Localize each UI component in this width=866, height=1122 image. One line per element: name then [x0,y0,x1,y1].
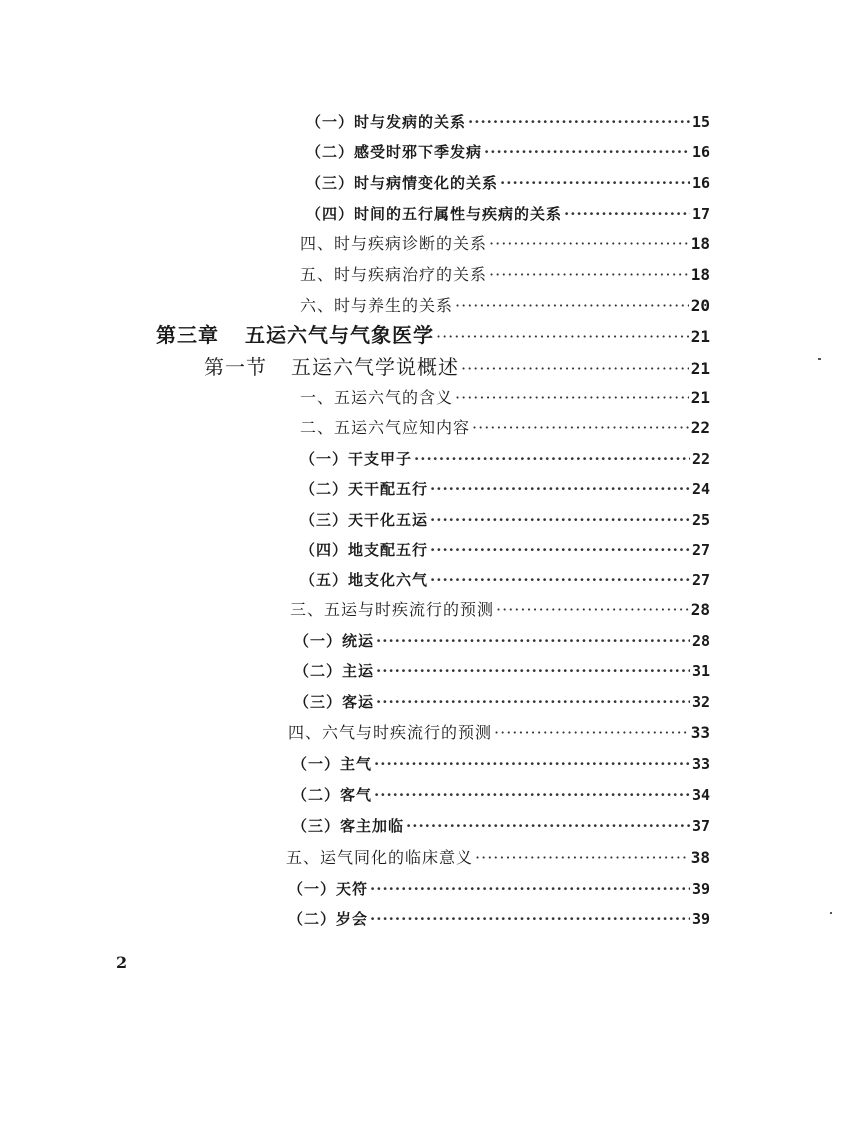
toc-page-number: 16 [691,143,710,161]
toc-entry [300,537,710,563]
toc-entry [300,293,710,319]
toc-entry-label: （四）时间的五行属性与疾病的关系 [306,205,563,223]
toc-leader-dots [436,324,689,350]
toc-entry [292,751,710,777]
toc-page-number: 18 [690,265,710,284]
toc-entry [288,720,710,746]
toc-entry-label: （一）主气 [292,755,373,773]
toc-entry-label: （一）时与发病的关系 [306,113,467,131]
chapter-title: 五运六气与气象医学 [245,323,434,347]
toc-page-number: 33 [691,755,710,773]
toc-entry [288,906,710,932]
toc-entry [300,262,710,288]
toc-page-number: 37 [691,817,710,835]
toc-entry [290,597,710,623]
toc-entry [300,231,710,257]
toc-leader-dots [461,356,689,382]
toc-entry-label: （二）客气 [292,786,373,804]
toc-entry-label: （三）天干化五运 [300,511,429,529]
scan-speck [818,358,821,360]
toc-entry-label: （三）客运 [294,693,375,711]
toc-leader-dots [406,813,690,839]
toc-page-number: 32 [691,693,710,711]
toc-leader-dots [376,628,690,654]
toc-page-number: 24 [691,480,710,498]
toc-page-number: 34 [691,786,710,804]
toc-entry-label: （二）感受时邪下季发病 [306,143,483,161]
toc-entry-label: 五、时与疾病治疗的关系 [300,265,488,284]
toc-entry-label: （三）时与病情变化的关系 [306,174,499,192]
toc-leader-dots [376,658,690,684]
toc-entry [288,876,710,902]
toc-entry-label: 四、六气与时疾流行的预测 [288,723,493,742]
toc-page-number: 39 [691,910,710,928]
toc-page-number: 39 [691,880,710,898]
toc-entry [300,385,710,411]
toc-entry-label: 四、时与疾病诊断的关系 [300,234,488,253]
toc-chapter-heading [156,322,710,348]
toc-entry-label: 五、运气同化的临床意义 [286,848,474,867]
toc-leader-dots [430,507,690,533]
toc-leader-dots [374,751,690,777]
toc-entry [300,446,710,472]
toc-page-number: 18 [690,234,710,253]
toc-entry [306,139,710,165]
toc-entry-label: （二）天干配五行 [300,480,429,498]
toc-page-number: 38 [690,848,710,867]
toc-page-number: 20 [690,296,710,315]
toc-page-number: 16 [691,174,710,192]
toc-entry-label: （二）岁会 [288,910,369,928]
toc-page-number: 21 [690,388,710,407]
toc-leader-dots [484,139,690,165]
toc-page-number: 28 [691,632,710,650]
toc-leader-dots [370,906,690,932]
toc-entry-label: （四）地支配五行 [300,541,429,559]
toc-entry [294,689,710,715]
toc-entry [300,507,710,533]
toc-entry [300,567,710,593]
toc-entry-label: 六、时与养生的关系 [300,296,454,315]
toc-entry [306,109,710,135]
toc-leader-dots [496,597,689,623]
toc-entry [292,782,710,808]
scan-speck [830,912,832,914]
toc-leader-dots [564,201,690,227]
toc-page-number: 28 [690,600,710,619]
toc-page-number: 27 [691,571,710,589]
toc-page-number: 25 [691,511,710,529]
page-number: 2 [116,953,128,972]
toc-page-number: 21 [690,327,710,346]
toc-entry-label: 三、五运与时疾流行的预测 [290,600,495,619]
toc-leader-dots [374,782,690,808]
toc-entry-label: （五）地支化六气 [300,571,429,589]
toc-leader-dots [489,262,689,288]
toc-entry-label: 二、五运六气应知内容 [300,418,471,437]
toc-page-number: 22 [690,418,710,437]
toc-section-heading [204,354,710,380]
toc-leader-dots [370,876,690,902]
toc-leader-dots [475,845,689,871]
toc-leader-dots [455,293,689,319]
toc-leader-dots [472,415,689,441]
toc-entry [286,845,710,871]
toc-page-number: 22 [691,450,710,468]
toc-entry [306,170,710,196]
toc-entry-label: （一）统运 [294,632,375,650]
toc-leader-dots [468,109,690,135]
toc-leader-dots [414,446,690,472]
toc-leader-dots [489,231,689,257]
toc-page-number: 31 [691,662,710,680]
toc-page-number: 21 [690,359,710,378]
chapter-number: 第三章 [156,323,219,347]
toc-leader-dots [376,689,690,715]
toc-entry [300,476,710,502]
toc-leader-dots [455,385,689,411]
toc-entry [294,628,710,654]
toc-entry-label: （三）客主加临 [292,817,405,835]
section-number: 第一节 [204,355,267,379]
toc-entry [300,415,710,441]
toc-entry-label: （一）干支甲子 [300,450,413,468]
toc-entry-label: （二）主运 [294,662,375,680]
toc-page-number: 15 [691,113,710,131]
toc-leader-dots [494,720,689,746]
toc-entry [292,813,710,839]
toc-page-number: 27 [691,541,710,559]
section-title: 五运六气学说概述 [291,355,459,379]
toc-page-number: 17 [691,205,710,223]
toc-entry-label: 一、五运六气的含义 [300,388,454,407]
toc-leader-dots [430,567,690,593]
toc-leader-dots [430,537,690,563]
toc-page-number: 33 [690,723,710,742]
toc-entry [306,201,710,227]
toc-entry [294,658,710,684]
toc-leader-dots [430,476,690,502]
toc-entry-label: （一）天符 [288,880,369,898]
toc-leader-dots [500,170,690,196]
